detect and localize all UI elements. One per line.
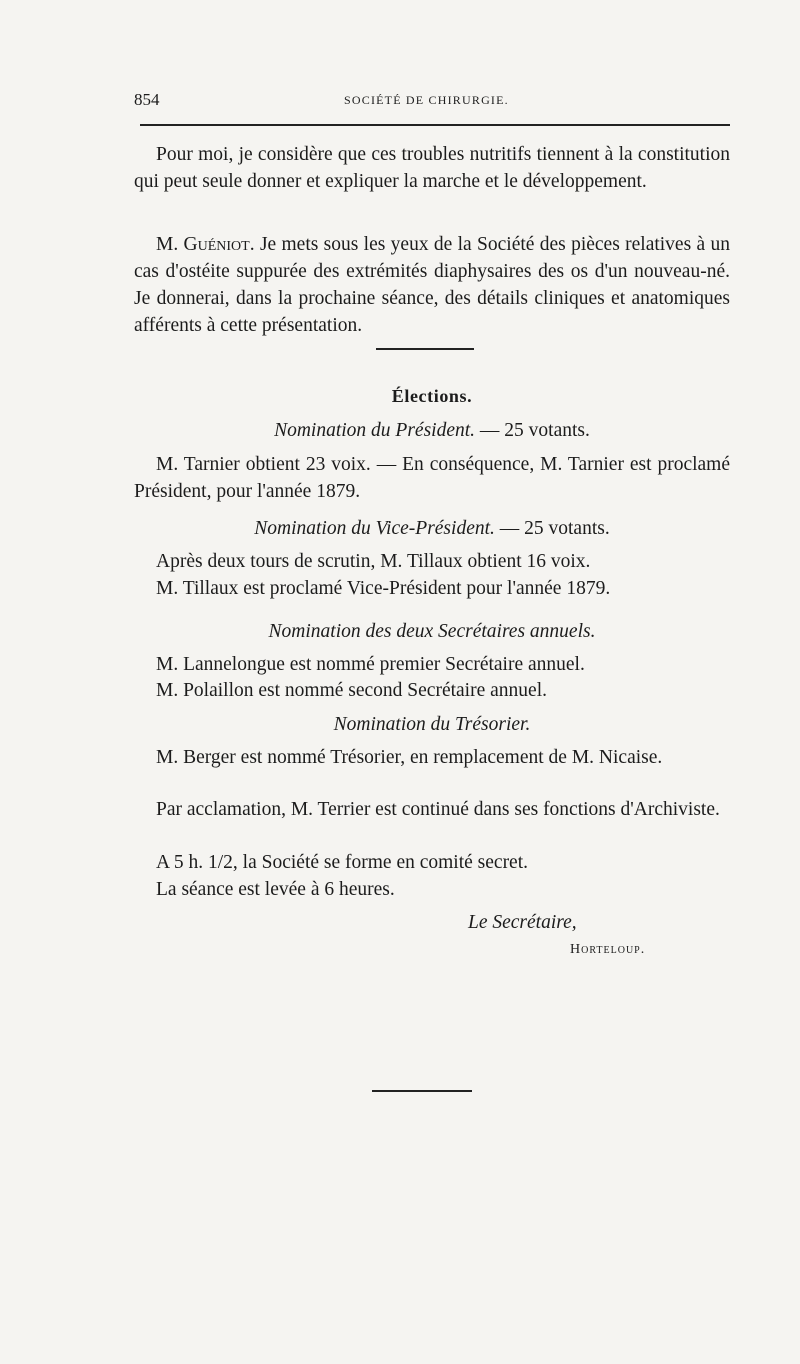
end-divider	[372, 1090, 472, 1092]
president-heading-label: Nomination du Président.	[274, 420, 476, 441]
first-secretary: M. Lannelongue est nommé premier Secrétaire annuel.	[156, 654, 585, 675]
president-votes: — 25 votants.	[475, 420, 590, 441]
treasurer-result: M. Berger est nommé Trésorier, en remplacement de M. Nicaise.	[156, 747, 663, 768]
section-divider	[376, 348, 474, 350]
secret-committee: A 5 h. 1/2, la Société se forme en comité secret.	[156, 852, 529, 873]
header-rule	[140, 124, 730, 126]
vice-president-heading	[134, 515, 730, 542]
paragraph-gueniot	[134, 231, 730, 339]
section-title: Élections.	[391, 386, 473, 406]
signature-name: Horteloup.	[570, 942, 646, 957]
running-head: SOCIÉTÉ DE CHIRURGIE.	[344, 93, 509, 107]
vice-president-result: M. Tillaux est proclamé Vice-Président pour l'année 1879.	[156, 578, 611, 599]
session-closing: La séance est levée à 6 heures.	[156, 879, 395, 900]
president-result: M. Tarnier obtient 23 voix. — En conséquence, M. Tarnier est proclamé Président, pour l'année 1879.	[134, 454, 730, 502]
paragraph-conclusion: Pour moi, je considère que ces troubles nutritifs tiennent à la constitution qui peut seule donner et expliquer la marche et le développement.	[134, 144, 730, 192]
vice-president-votes: — 25 votants.	[494, 518, 610, 539]
second-secretary: M. Polaillon est nommé second Secrétaire annuel.	[156, 680, 547, 701]
archivist-result: Par acclamation, M. Terrier est continué dans ses fonctions d'Archiviste.	[156, 799, 720, 820]
treasurer-heading: Nomination du Trésorier.	[333, 714, 531, 735]
speaker-name: M. Guéniot.	[156, 234, 255, 255]
page-header	[134, 90, 730, 112]
vice-president-heading-label: Nomination du Vice-Président.	[254, 518, 495, 539]
page-number: 854	[134, 90, 160, 109]
signature-title: Le Secrétaire,	[468, 912, 577, 933]
vice-president-ballot: Après deux tours de scrutin, M. Tillaux obtient 16 voix.	[156, 551, 591, 572]
secretaries-heading: Nomination des deux Secrétaires annuels.	[268, 621, 596, 642]
speaker-text: Je mets sous les yeux de la Société des pièces relatives à un cas d'ostéite suppurée des extrémités diaphysaires des os d'un nouveau-né. Je donnerai, dans la prochaine séance, des détails cliniques et anatomiques afférents à cette présentation.	[134, 234, 730, 336]
president-heading	[134, 417, 730, 444]
